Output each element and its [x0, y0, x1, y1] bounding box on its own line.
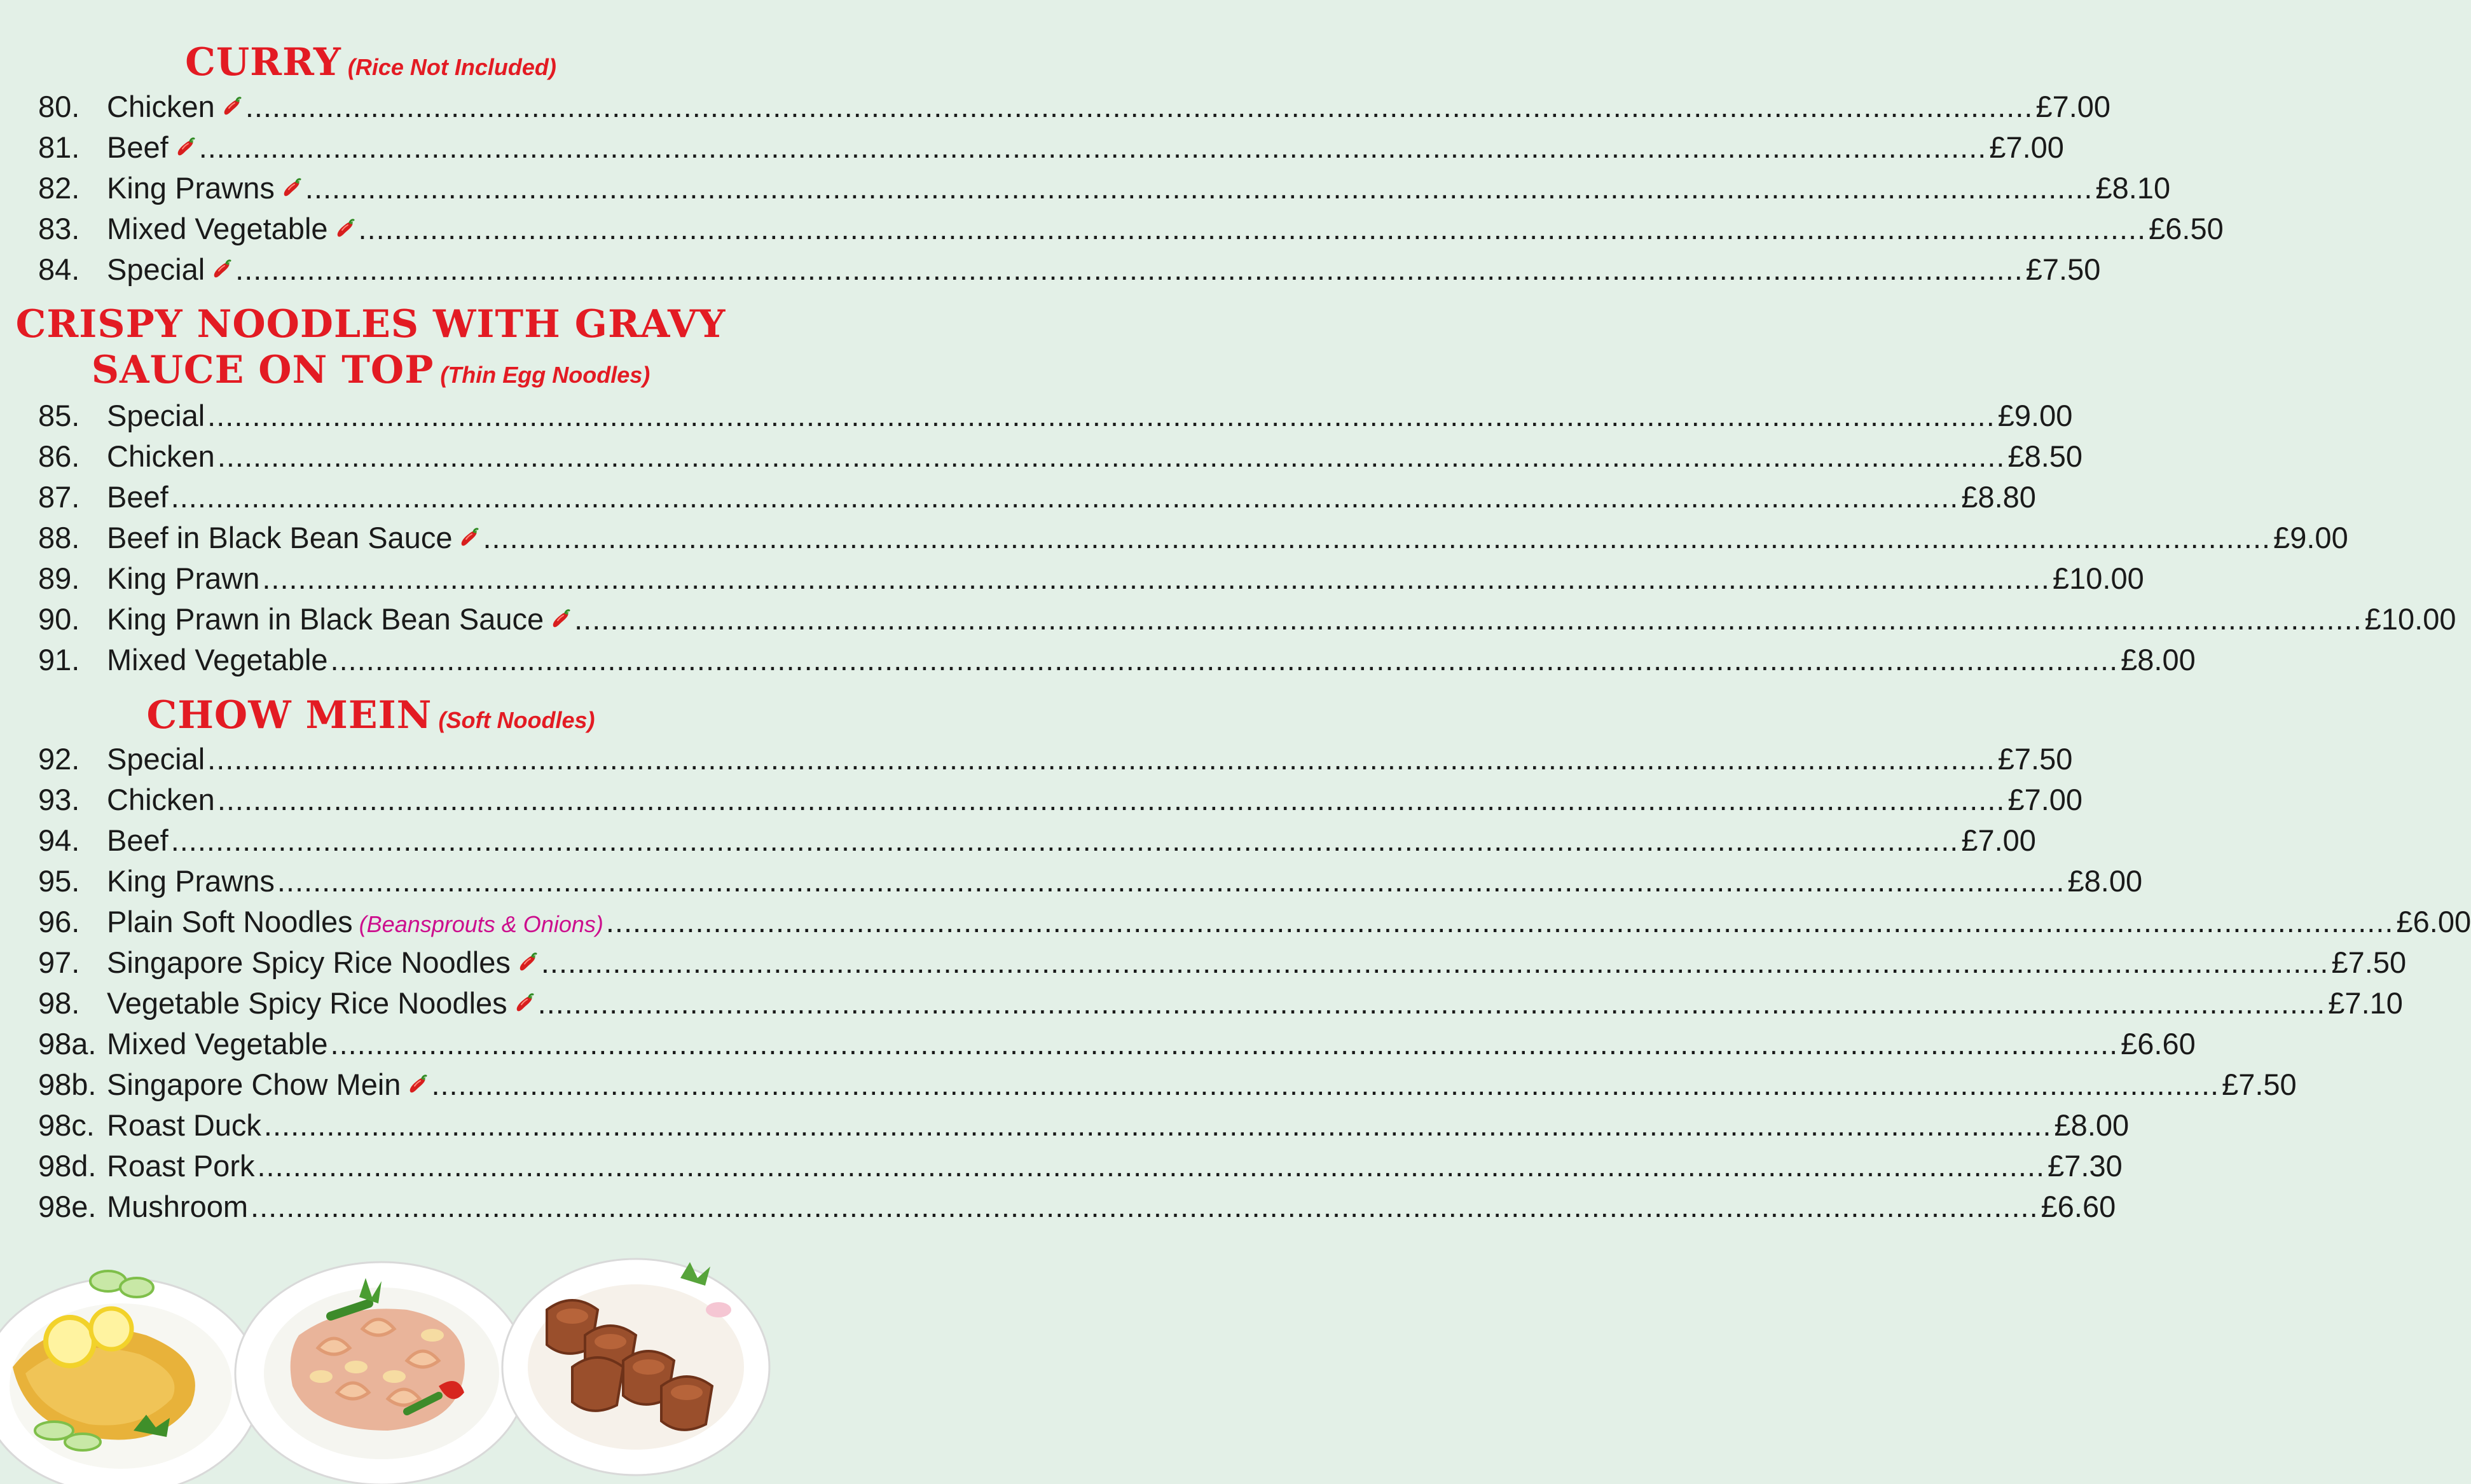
dot-leader: ........................................................................................................................................................................................................: [277, 864, 2065, 898]
menu-item: [0, 520, 2348, 561]
chow-mein-menu-list: [0, 741, 2471, 1230]
item-price: £6.50: [2149, 212, 2224, 245]
chow-mein-heading: [0, 693, 741, 738]
item-name: King Prawns: [107, 864, 275, 898]
menu-item: [0, 130, 2064, 170]
menu-item: [0, 642, 2196, 683]
item-price: £7.00: [2007, 783, 2083, 816]
crispy-noodles-heading: [0, 302, 741, 397]
item-number: 87.: [38, 480, 80, 514]
chili-pepper-icon: [334, 211, 356, 233]
menu-item: [0, 170, 2171, 211]
dot-leader: ........................................................................................................................................................................................................: [245, 90, 2034, 123]
dot-leader: ........................................................................................................................................................................................................: [537, 986, 2326, 1020]
item-price: £7.00: [1961, 823, 2036, 857]
item-name: Beef: [107, 480, 169, 514]
item-price: £9.00: [1997, 399, 2073, 432]
menu-item: [0, 211, 2224, 252]
item-number: 98e.: [38, 1190, 97, 1223]
item-name: Mixed Vegetable: [107, 1027, 328, 1061]
item-number: 84.: [38, 252, 80, 286]
menu-item: [0, 904, 2471, 945]
dot-leader: ........................................................................................................................................................................................................: [235, 252, 2023, 286]
crispy-noodles-title-line2: SAUCE ON TOP: [91, 348, 434, 392]
item-price: £9.00: [2273, 521, 2348, 554]
item-name: Mushroom: [107, 1190, 249, 1223]
menu-item: [0, 986, 2403, 1026]
menu-item: [0, 1026, 2196, 1067]
crispy-noodles-subtitle: (Thin Egg Noodles): [440, 362, 650, 388]
item-name: Beef in Black Bean Sauce: [107, 521, 453, 554]
item-name: Special: [107, 252, 205, 286]
chili-pepper-icon: [407, 1067, 429, 1089]
item-number: 96.: [38, 905, 80, 938]
item-price: £10.00: [2052, 561, 2144, 595]
item-name: Special: [107, 742, 205, 776]
chow-mein-subtitle: (Soft Noodles): [438, 707, 595, 733]
item-price: £7.50: [2025, 252, 2101, 286]
dot-leader: ........................................................................................................................................................................................................: [540, 945, 2329, 979]
item-price: £6.60: [2041, 1190, 2116, 1223]
menu-item: [0, 945, 2407, 986]
dot-leader: ........................................................................................................................................................................................................: [170, 823, 1959, 857]
chow-mein-title: CHOW MEIN: [146, 693, 432, 738]
item-number: 85.: [38, 399, 80, 432]
item-name: Chicken: [107, 90, 215, 123]
item-number: 83.: [38, 212, 80, 245]
item-price: £8.00: [2067, 864, 2143, 898]
item-price: £7.00: [2035, 90, 2111, 123]
item-name: Beef: [107, 823, 169, 857]
dot-leader: ........................................................................................................................................................................................................: [198, 130, 1987, 164]
prawn-cashew-plate-image: [235, 1262, 528, 1484]
item-price: £7.10: [2328, 986, 2403, 1020]
item-price: £8.80: [1961, 480, 2036, 514]
item-number: 82.: [38, 171, 80, 205]
lemon-chicken-plate-image: [0, 1271, 261, 1484]
chili-pepper-icon: [550, 601, 572, 623]
crispy-noodles-menu-list: [0, 398, 2456, 683]
item-price: £7.50: [2331, 945, 2407, 979]
item-name: Singapore Spicy Rice Noodles: [107, 945, 511, 979]
menu-item: [0, 252, 2101, 292]
item-number: 89.: [38, 561, 80, 595]
dot-leader: ........................................................................................................................................................................................................: [483, 521, 2271, 554]
dot-leader: ........................................................................................................................................................................................................: [217, 439, 2006, 473]
item-name: Special: [107, 399, 205, 432]
dot-leader: ........................................................................................................................................................................................................: [358, 212, 2147, 245]
dish-photos: [0, 1240, 741, 1484]
menu-item: [0, 89, 2111, 130]
dot-leader: ........................................................................................................................................................................................................: [207, 742, 1995, 776]
chili-pepper-icon: [458, 520, 480, 542]
item-price: £8.00: [2054, 1108, 2130, 1142]
item-number: 88.: [38, 521, 80, 554]
item-name: King Prawn in Black Bean Sauce: [107, 602, 544, 636]
item-note: (Beansprouts & Onions): [359, 911, 603, 937]
item-number: 80.: [38, 90, 80, 123]
chili-pepper-icon: [211, 252, 233, 273]
item-name: King Prawns: [107, 171, 275, 205]
dot-leader: ........................................................................................................................................................................................................: [605, 905, 2394, 938]
menu-item: [0, 439, 2083, 479]
item-name: King Prawn: [107, 561, 260, 595]
roast-duck-plate-image: [502, 1259, 769, 1475]
item-price: £8.00: [2121, 643, 2196, 677]
item-name: Chicken: [107, 783, 215, 816]
chili-pepper-icon: [517, 945, 539, 966]
menu-item: [0, 1108, 2130, 1148]
item-number: 98b.: [38, 1068, 97, 1101]
menu-item: [0, 741, 2073, 782]
dot-leader: ........................................................................................................................................................................................................: [574, 602, 2362, 636]
menu-item: [0, 1067, 2297, 1108]
item-number: 90.: [38, 602, 80, 636]
menu-item: [0, 1189, 2116, 1230]
item-name: Vegetable Spicy Rice Noodles: [107, 986, 507, 1020]
item-number: 97.: [38, 945, 80, 979]
menu-item: [0, 479, 2036, 520]
dot-leader: ........................................................................................................................................................................................................: [263, 1108, 2052, 1142]
item-price: £10.00: [2364, 602, 2456, 636]
menu-item: [0, 863, 2143, 904]
curry-title: CURRY: [185, 40, 341, 85]
item-number: 92.: [38, 742, 80, 776]
item-number: 93.: [38, 783, 80, 816]
item-price: £7.50: [1997, 742, 2073, 776]
menu-item: [0, 823, 2036, 863]
item-name: Beef: [107, 130, 169, 164]
dot-leader: ........................................................................................................................................................................................................: [330, 1027, 2119, 1061]
item-name: Mixed Vegetable: [107, 643, 328, 677]
item-number: 98d.: [38, 1149, 97, 1183]
item-number: 81.: [38, 130, 80, 164]
item-name: Roast Pork: [107, 1149, 255, 1183]
menu-item: [0, 601, 2456, 642]
dot-leader: ........................................................................................................................................................................................................: [207, 399, 1995, 432]
chili-pepper-icon: [514, 986, 535, 1007]
item-name: Mixed Vegetable: [107, 212, 328, 245]
dot-leader: ........................................................................................................................................................................................................: [262, 561, 2050, 595]
item-number: 98a.: [38, 1027, 97, 1061]
curry-subtitle: (Rice Not Included): [347, 54, 556, 80]
dot-leader: ........................................................................................................................................................................................................: [431, 1068, 2220, 1101]
item-price: £7.30: [2048, 1149, 2123, 1183]
crispy-noodles-title-line1: CRISPY NOODLES WITH GRAVY: [15, 302, 726, 347]
chili-pepper-icon: [175, 130, 196, 151]
dot-leader: ........................................................................................................................................................................................................: [217, 783, 2006, 816]
menu-item: [0, 561, 2144, 601]
item-price: £7.50: [2222, 1068, 2297, 1101]
item-name: Plain Soft Noodles: [107, 905, 353, 938]
menu-item: [0, 398, 2073, 439]
curry-heading: [0, 40, 741, 85]
chili-pepper-icon: [281, 170, 303, 192]
item-number: 91.: [38, 643, 80, 677]
item-name: Singapore Chow Mein: [107, 1068, 401, 1101]
dot-leader: ........................................................................................................................................................................................................: [251, 1190, 2039, 1223]
item-price: £7.00: [1989, 130, 2064, 164]
dot-leader: ........................................................................................................................................................................................................: [305, 171, 2093, 205]
item-number: 98.: [38, 986, 80, 1020]
menu-item: [0, 782, 2083, 823]
item-price: £6.60: [2121, 1027, 2196, 1061]
curry-menu-list: [0, 89, 2224, 292]
item-number: 95.: [38, 864, 80, 898]
dot-leader: ........................................................................................................................................................................................................: [330, 643, 2119, 677]
chili-pepper-icon: [221, 89, 243, 111]
item-price: £6.00: [2396, 905, 2471, 938]
item-name: Chicken: [107, 439, 215, 473]
item-number: 94.: [38, 823, 80, 857]
item-price: £8.50: [2007, 439, 2083, 473]
dot-leader: ........................................................................................................................................................................................................: [170, 480, 1959, 514]
item-price: £8.10: [2095, 171, 2171, 205]
item-number: 86.: [38, 439, 80, 473]
menu-item: [0, 1148, 2123, 1189]
item-number: 98c.: [38, 1108, 95, 1142]
dot-leader: ........................................................................................................................................................................................................: [257, 1149, 2046, 1183]
item-name: Roast Duck: [107, 1108, 261, 1142]
